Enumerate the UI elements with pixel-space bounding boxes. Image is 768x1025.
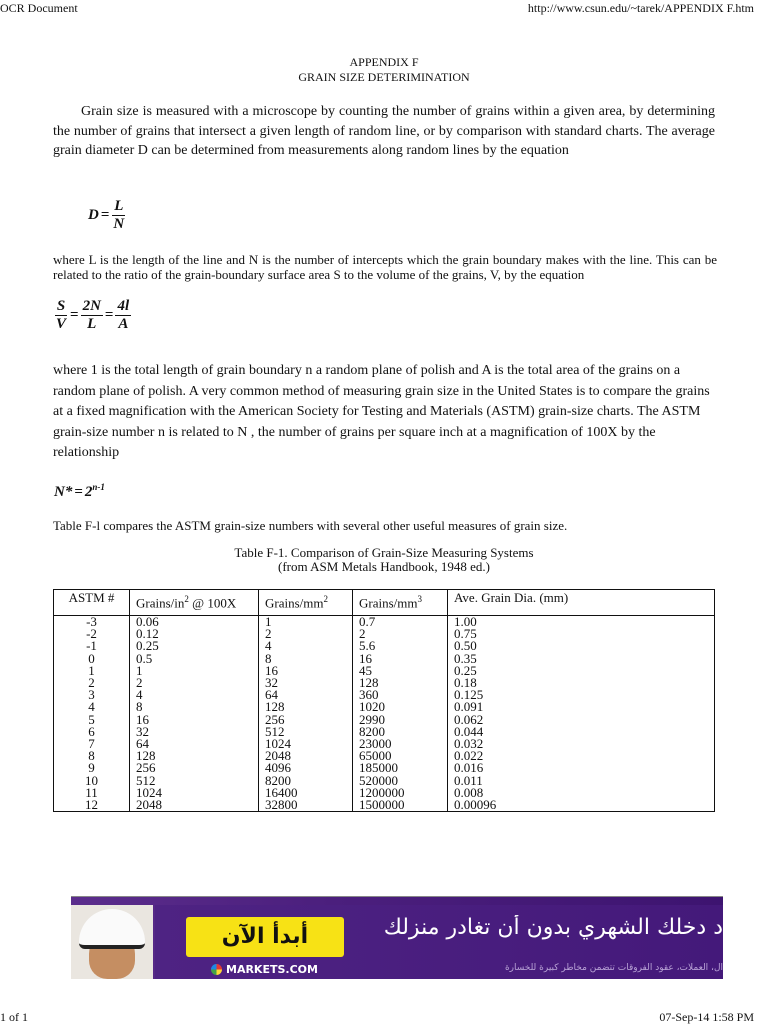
footer-page-count: 1 of 1	[0, 1010, 28, 1024]
header-grain-diameter: Ave. Grain Dia. (mm)	[448, 590, 715, 616]
table-cell: 1	[259, 616, 353, 629]
table-cell: 8	[259, 653, 353, 665]
table-cell: 1024	[259, 738, 353, 750]
table-cell: 4	[54, 701, 130, 713]
header-astm: ASTM #	[54, 590, 130, 616]
table-cell: 16	[353, 653, 448, 665]
table-cell: 128	[353, 677, 448, 689]
table-cell: -2	[54, 628, 130, 640]
eq2-den-3: A	[118, 316, 129, 332]
table-cell: 185000	[353, 762, 448, 774]
table-cell: 8200	[353, 726, 448, 738]
table-cell: 0.022	[448, 750, 715, 762]
eq2-den-1: V	[56, 316, 67, 332]
table-cell: 45	[353, 665, 448, 677]
table-cell: 0.75	[448, 628, 715, 640]
ad-person-image	[71, 905, 153, 979]
table-cell: 12	[54, 799, 130, 812]
table-cell: 1024	[130, 787, 259, 799]
ad-fine-print: ال، العملات، عقود الفروقات تتضمن مخاطر كبيرة للخسارة	[504, 963, 723, 973]
table-cell: 0.7	[353, 616, 448, 629]
table-cell: 0.12	[130, 628, 259, 640]
table-cell: -3	[54, 616, 130, 629]
eq3-lhs: N*	[54, 484, 73, 500]
table-cell: 520000	[353, 775, 448, 787]
table-cell: 23000	[353, 738, 448, 750]
table-cell: 16400	[259, 787, 353, 799]
eq3-base: 2	[84, 484, 93, 500]
table-cell: 2	[130, 677, 259, 689]
table-cell: 1	[54, 665, 130, 677]
table-cell: 0.044	[448, 726, 715, 738]
table-cell: 128	[130, 750, 259, 762]
table-cell: 64	[259, 689, 353, 701]
eq1-equals: =	[100, 207, 110, 223]
equation-grain-diameter	[88, 198, 126, 233]
eq1-numerator: L	[114, 198, 124, 214]
footer-timestamp: 07-Sep-14 1:58 PM	[659, 1010, 754, 1024]
table-cell: 0.00096	[448, 799, 715, 812]
table-cell: 0.125	[448, 689, 715, 701]
ad-brand[interactable]: MARKETS.COM	[211, 963, 318, 976]
ad-start-button[interactable]: أبدأ الآن	[186, 917, 344, 957]
table-cell: 2	[259, 628, 353, 640]
table-cell: 64	[130, 738, 259, 750]
table-cell: 5	[54, 714, 130, 726]
table-cell: 512	[130, 775, 259, 787]
header-grains-in2: Grains/$in^2$ @ 100X	[130, 590, 259, 616]
table-cell: 256	[259, 714, 353, 726]
table-cell: 1020	[353, 701, 448, 713]
table-source: (from ASM Metals Handbook, 1948 ed.)	[278, 559, 490, 574]
equation-astm-number	[54, 482, 105, 501]
table-cell: 3	[54, 689, 130, 701]
header-grains-mm2: Grains/$mm^2$	[259, 590, 353, 616]
table-row	[54, 799, 715, 812]
table-cell: 65000	[353, 750, 448, 762]
paragraph-intro: Grain size is measured with a microscope by counting the number of grains within a given area, by determining the number of grains that intersect a given length of random line, or by comparison with standard charts. The average grain diameter D can be determined from measurements along random lines by the equation	[53, 104, 715, 158]
ad-headdress-shape	[79, 909, 145, 949]
table-row	[54, 665, 715, 677]
eq2-den-2: L	[87, 316, 97, 332]
table-cell: 256	[130, 762, 259, 774]
table-cell: 0.25	[448, 665, 715, 677]
table-cell: 2990	[353, 714, 448, 726]
table-cell: 0.35	[448, 653, 715, 665]
table-cell: 32	[130, 726, 259, 738]
page-subtitle: GRAIN SIZE DETERIMINATION	[298, 70, 470, 84]
table-cell: 128	[259, 701, 353, 713]
table-cell: 512	[259, 726, 353, 738]
table-cell: 16	[259, 665, 353, 677]
table-cell: 0.062	[448, 714, 715, 726]
table-cell: 11	[54, 787, 130, 799]
table-caption: Table F-1. Comparison of Grain-Size Measuring Systems	[234, 545, 534, 560]
eq3-equals: =	[74, 484, 83, 501]
table-cell: 0.091	[448, 701, 715, 713]
eq2-num-1: S	[56, 298, 66, 314]
table-cell: 6	[54, 726, 130, 738]
table-cell: 4	[259, 640, 353, 652]
eq2-equals-2: =	[104, 307, 114, 323]
table-cell: 10	[54, 775, 130, 787]
table-cell: 8200	[259, 775, 353, 787]
table-cell: 5.6	[353, 640, 448, 652]
header-grains-mm3: Grains/$mm^3$	[353, 590, 448, 616]
table-cell: -1	[54, 640, 130, 652]
table-row	[54, 640, 715, 652]
table-cell: 4096	[259, 762, 353, 774]
table-cell: 2	[353, 628, 448, 640]
table-cell: 0	[54, 653, 130, 665]
page-title: APPENDIX F	[349, 55, 419, 69]
table-cell: 16	[130, 714, 259, 726]
eq2-num-2: 2N	[82, 298, 101, 314]
table-cell: 1200000	[353, 787, 448, 799]
eq2-num-3: 4l	[117, 298, 130, 314]
table-cell: 1.00	[448, 616, 715, 629]
table-cell: 0.18	[448, 677, 715, 689]
table-cell: 4	[130, 689, 259, 701]
table-cell: 8	[130, 701, 259, 713]
eq2-equals-1: =	[70, 307, 79, 323]
table-cell: 1	[130, 665, 259, 677]
table-cell: 8	[54, 750, 130, 762]
table-cell: 360	[353, 689, 448, 701]
table-cell: 32800	[259, 799, 353, 812]
advertisement-banner[interactable]	[71, 896, 723, 979]
table-row	[54, 677, 715, 689]
brand-logo-icon	[211, 964, 222, 975]
paragraph-astm: where 1 is the total length of grain boundary n a random plane of polish and A is the total area of the grains on a random plane of polish. A very common method of measuring grain size in the United States is to compare the grains at a fixed magnification with the American Society for Testing and Materials (ASTM) grain-size charts. The ASTM grain-size number n is related to N , the number of grains per square inch at a magnification of 100X by the relationship	[53, 363, 710, 460]
eq1-lhs: D	[88, 206, 99, 223]
grain-size-table	[53, 589, 715, 812]
paragraph-table-intro: Table F-l compares the ASTM grain-size numbers with several other useful measures of grain size.	[53, 518, 568, 533]
table-row	[54, 653, 715, 665]
equation-surface-volume	[54, 298, 131, 333]
table-cell: 0.50	[448, 640, 715, 652]
table-cell: 0.06	[130, 616, 259, 629]
table-cell: 2048	[259, 750, 353, 762]
table-cell: 9	[54, 762, 130, 774]
table-cell: 0.016	[448, 762, 715, 774]
table-header-row	[54, 590, 715, 616]
table-cell: 32	[259, 677, 353, 689]
table-cell: 0.25	[130, 640, 259, 652]
header-url: http://www.csun.edu/~tarek/APPENDIX F.htm	[527, 1, 754, 15]
table-cell: 0.008	[448, 787, 715, 799]
table-cell: 7	[54, 738, 130, 750]
table-cell: 0.011	[448, 775, 715, 787]
eq1-denominator: N	[113, 216, 125, 232]
table-cell: 0.5	[130, 653, 259, 665]
table-cell: 2048	[130, 799, 259, 812]
ad-headline: د دخلك الشهري بدون أن تغادر منزلك	[383, 915, 723, 940]
header-doc-label: OCR Document	[0, 1, 78, 15]
eq3-exponent: n-1	[92, 482, 105, 492]
paragraph-line-length: where L is the length of the line and N is the number of intercepts which the grain boundary makes with the line. This can be related to the ratio of the grain-boundary surface area S to the volume of the grains, V, by the equation	[53, 252, 717, 282]
table-cell: 0.032	[448, 738, 715, 750]
table-cell: 1500000	[353, 799, 448, 812]
table-cell: 2	[54, 677, 130, 689]
